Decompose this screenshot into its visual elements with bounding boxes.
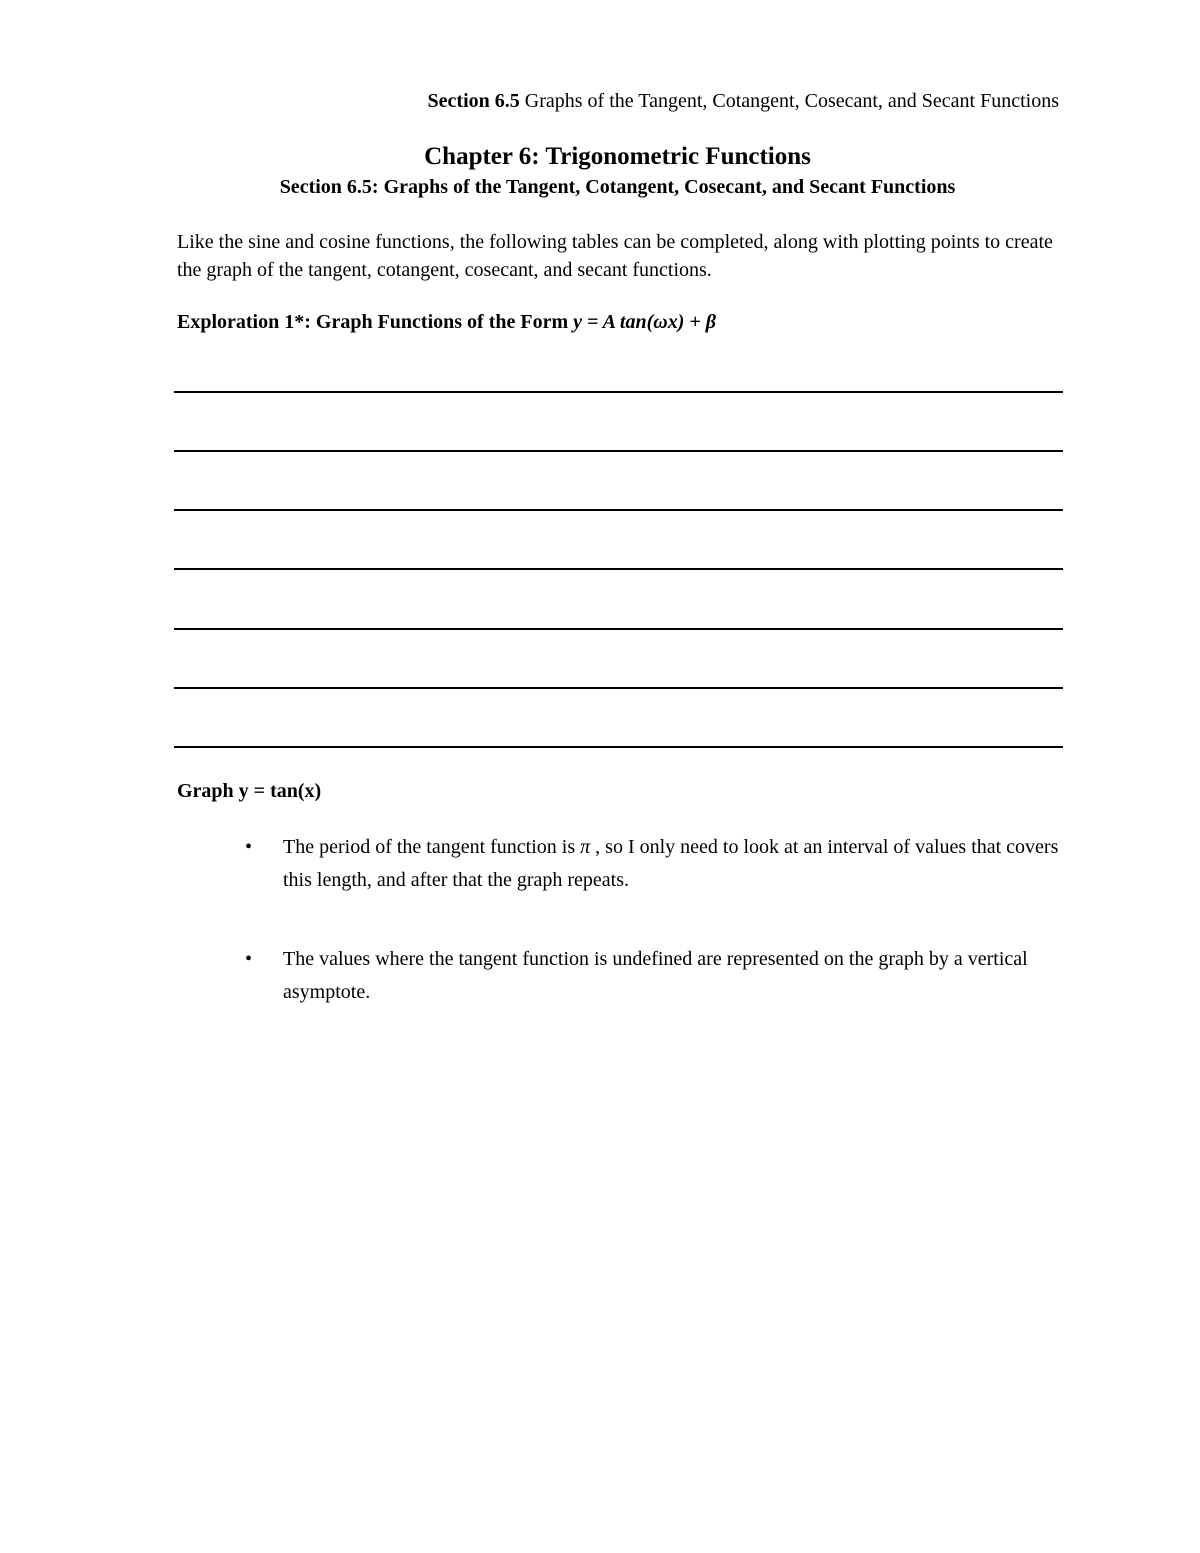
answer-line	[174, 391, 1063, 393]
answer-line	[174, 450, 1063, 452]
running-header-title: Graphs of the Tangent, Cotangent, Cosecant, and Secant Functions	[519, 90, 1059, 112]
bullet-item	[245, 831, 1065, 897]
running-header-section: Section 6.5	[427, 90, 520, 112]
intro-paragraph: Like the sine and cosine functions, the following tables can be completed, along with plotting points to create the graph of the tangent, cotangent, cosecant, and secant functions.	[177, 231, 1053, 281]
exploration-formula: y = A tan(ωx) + β	[573, 311, 716, 333]
bullet-dot: •	[245, 836, 253, 858]
answer-line	[174, 628, 1063, 630]
graph-heading: Graph y = tan(x)	[177, 780, 322, 802]
bullet-text: The values where the tangent function is undefined are represented on the graph by a vertical asymptote.	[283, 948, 1028, 1003]
pi-symbol: π	[580, 836, 591, 858]
bullet-dot: •	[245, 948, 253, 970]
answer-line	[174, 746, 1063, 748]
chapter-title: Chapter 6: Trigonometric Functions	[424, 143, 811, 170]
bullet-item	[245, 943, 1065, 1009]
exploration-label: Exploration 1*: Graph Functions of the Form	[177, 311, 574, 333]
bullet-text-part: The period of the tangent function is	[283, 836, 581, 858]
bullet-text-part: , so I only need to look at an interval of values that covers this length, and after that the graph repeats.	[283, 836, 1059, 891]
section-title: Section 6.5: Graphs of the Tangent, Cotangent, Cosecant, and Secant Functions	[279, 176, 956, 198]
answer-line	[174, 568, 1063, 570]
exploration-heading	[177, 311, 716, 334]
answer-line	[174, 687, 1063, 689]
running-header	[428, 90, 1059, 113]
answer-line	[174, 509, 1063, 511]
bullet-text	[283, 831, 1065, 897]
